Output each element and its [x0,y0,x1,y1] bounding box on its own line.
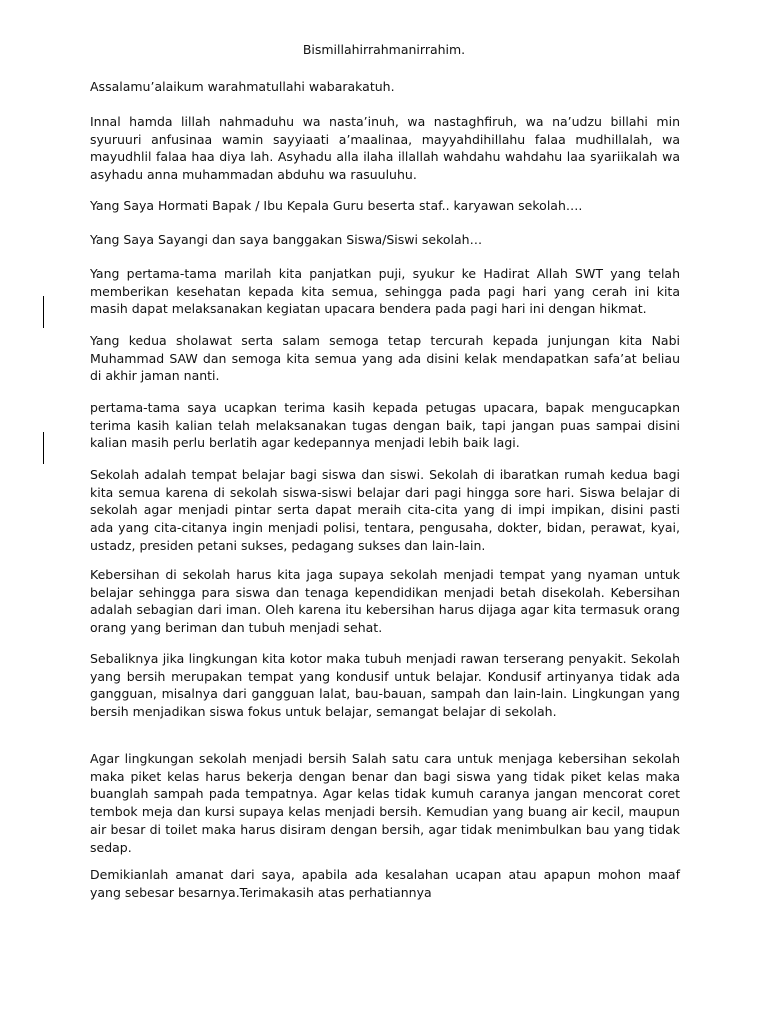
students-address-paragraph: Yang Saya Sayangi dan saya banggakan Siswa/Siswi sekolah… [90,232,483,247]
praise-paragraph: Yang pertama-tama marilah kita panjatkan puji, syukur ke Hadirat Allah SWT yang telah memberikan kesehatan kepada kita semua, sehingga pada pagi hari yang cerah ini kita masih dapat melaksanakan kegiatan upacara bendera pada pagi hari ini dengan hikmat. [90,266,680,317]
sholawat-paragraph: Yang kedua sholawat serta salam semoga tetap tercurah kepada junjungan kita Nabi Muhammad SAW dan semoga kita semua yang ada disini kelak mendapatkan safa’at beliau di akhir jaman nanti. [90,333,680,384]
cleanliness-paragraph: Kebersihan di sekolah harus kita jaga supaya sekolah menjadi tempat yang nyaman untuk belajar sehingga para siswa dan tenaga kependidikan menjadi betah disekolah. Kebersihan adalah sebagian dari iman. Oleh karena itu kebersihan harus dijaga agar kita termasuk orang orang yang beriman dan tubuh menjadi sehat. [90,567,680,636]
thanks-paragraph: pertama-tama saya ucapkan terima kasih kepada petugas upacara, bapak mengucapkan terima kasih kalian telah melaksanakan tugas dengan baik, tapi jangan puas sampai disini kalian masih perlu berlatih agar kedepannya menjadi lebih baik lagi. [90,400,680,451]
text-cursor-mark [43,296,44,328]
document-title: Bismillahirrahmanirrahim. [302,42,466,57]
opening-prayer-paragraph: Innal hamda lillah nahmaduhu wa nasta’inuh, wa nastaghfiruh, wa na’udzu billahi min syuruuri anfusinaa wamin sayyiaati a’maalinaa, mayyahdihillahu falaa mudhillalah, wa mayudhlil falaa haa diya lah. Asyhadu alla ilaha illallah wahdahu wahdahu laa syariikalah wa asyhadu anna muhammadan abduhu wa rasuuluhu. [90,114,680,183]
class-duty-paragraph: Agar lingkungan sekolah menjadi bersih Salah satu cara untuk menjaga kebersihan sekolah maka piket kelas harus bekerja dengan benar dan bagi siswa yang tidak piket kelas maka buanglah sampah pada tempatnya. Agar kelas tidak kumuh caranya jangan mencorat coret tembok meja dan kursi supaya kelas menjadi bersih. Kemudian yang buang air kecil, maupun air besar di toilet maka harus disiram dengan bersih, agar tidak menimbulkan bau yang tidak sedap. [90,751,680,855]
respected-address-paragraph: Yang Saya Hormati Bapak / Ibu Kepala Guru beserta staf.. karyawan sekolah…. [90,198,583,213]
dirty-environment-paragraph: Sebaliknya jika lingkungan kita kotor maka tubuh menjadi rawan terserang penyakit. Sekolah yang bersih merupakan tempat yang kondusif untuk belajar. Kondusif artinyanya tidak ada gangguan, misalnya dari gangguan lalat, bau-bauan, sampah dan lain-lain. Lingkungan yang bersih menjadikan siswa fokus untuk belajar, semangat belajar di sekolah. [90,651,680,720]
school-paragraph: Sekolah adalah tempat belajar bagi siswa dan siswi. Sekolah di ibaratkan rumah kedua bagi kita semua karena di sekolah siswa-siswi belajar dari pagi hingga sore hari. Siswa belajar di sekolah agar menjadi pintar serta dapat meraih cita-cita yang di impi impikan, disini pasti ada yang cita-citanya ingin menjadi polisi, tentara, pengusaha, dokter, bidan, perawat, kyai, ustadz, presiden petani sukses, pedagang sukses dan lain-lain. [90,467,680,553]
text-cursor-mark [43,432,44,464]
greeting-paragraph: Assalamu’alaikum warahmatullahi wabarakatuh. [90,79,395,94]
closing-paragraph: Demikianlah amanat dari saya, apabila ada kesalahan ucapan atau apapun mohon maaf yang sebesar besarnya.Terimakasih atas perhatiannya [90,867,680,900]
